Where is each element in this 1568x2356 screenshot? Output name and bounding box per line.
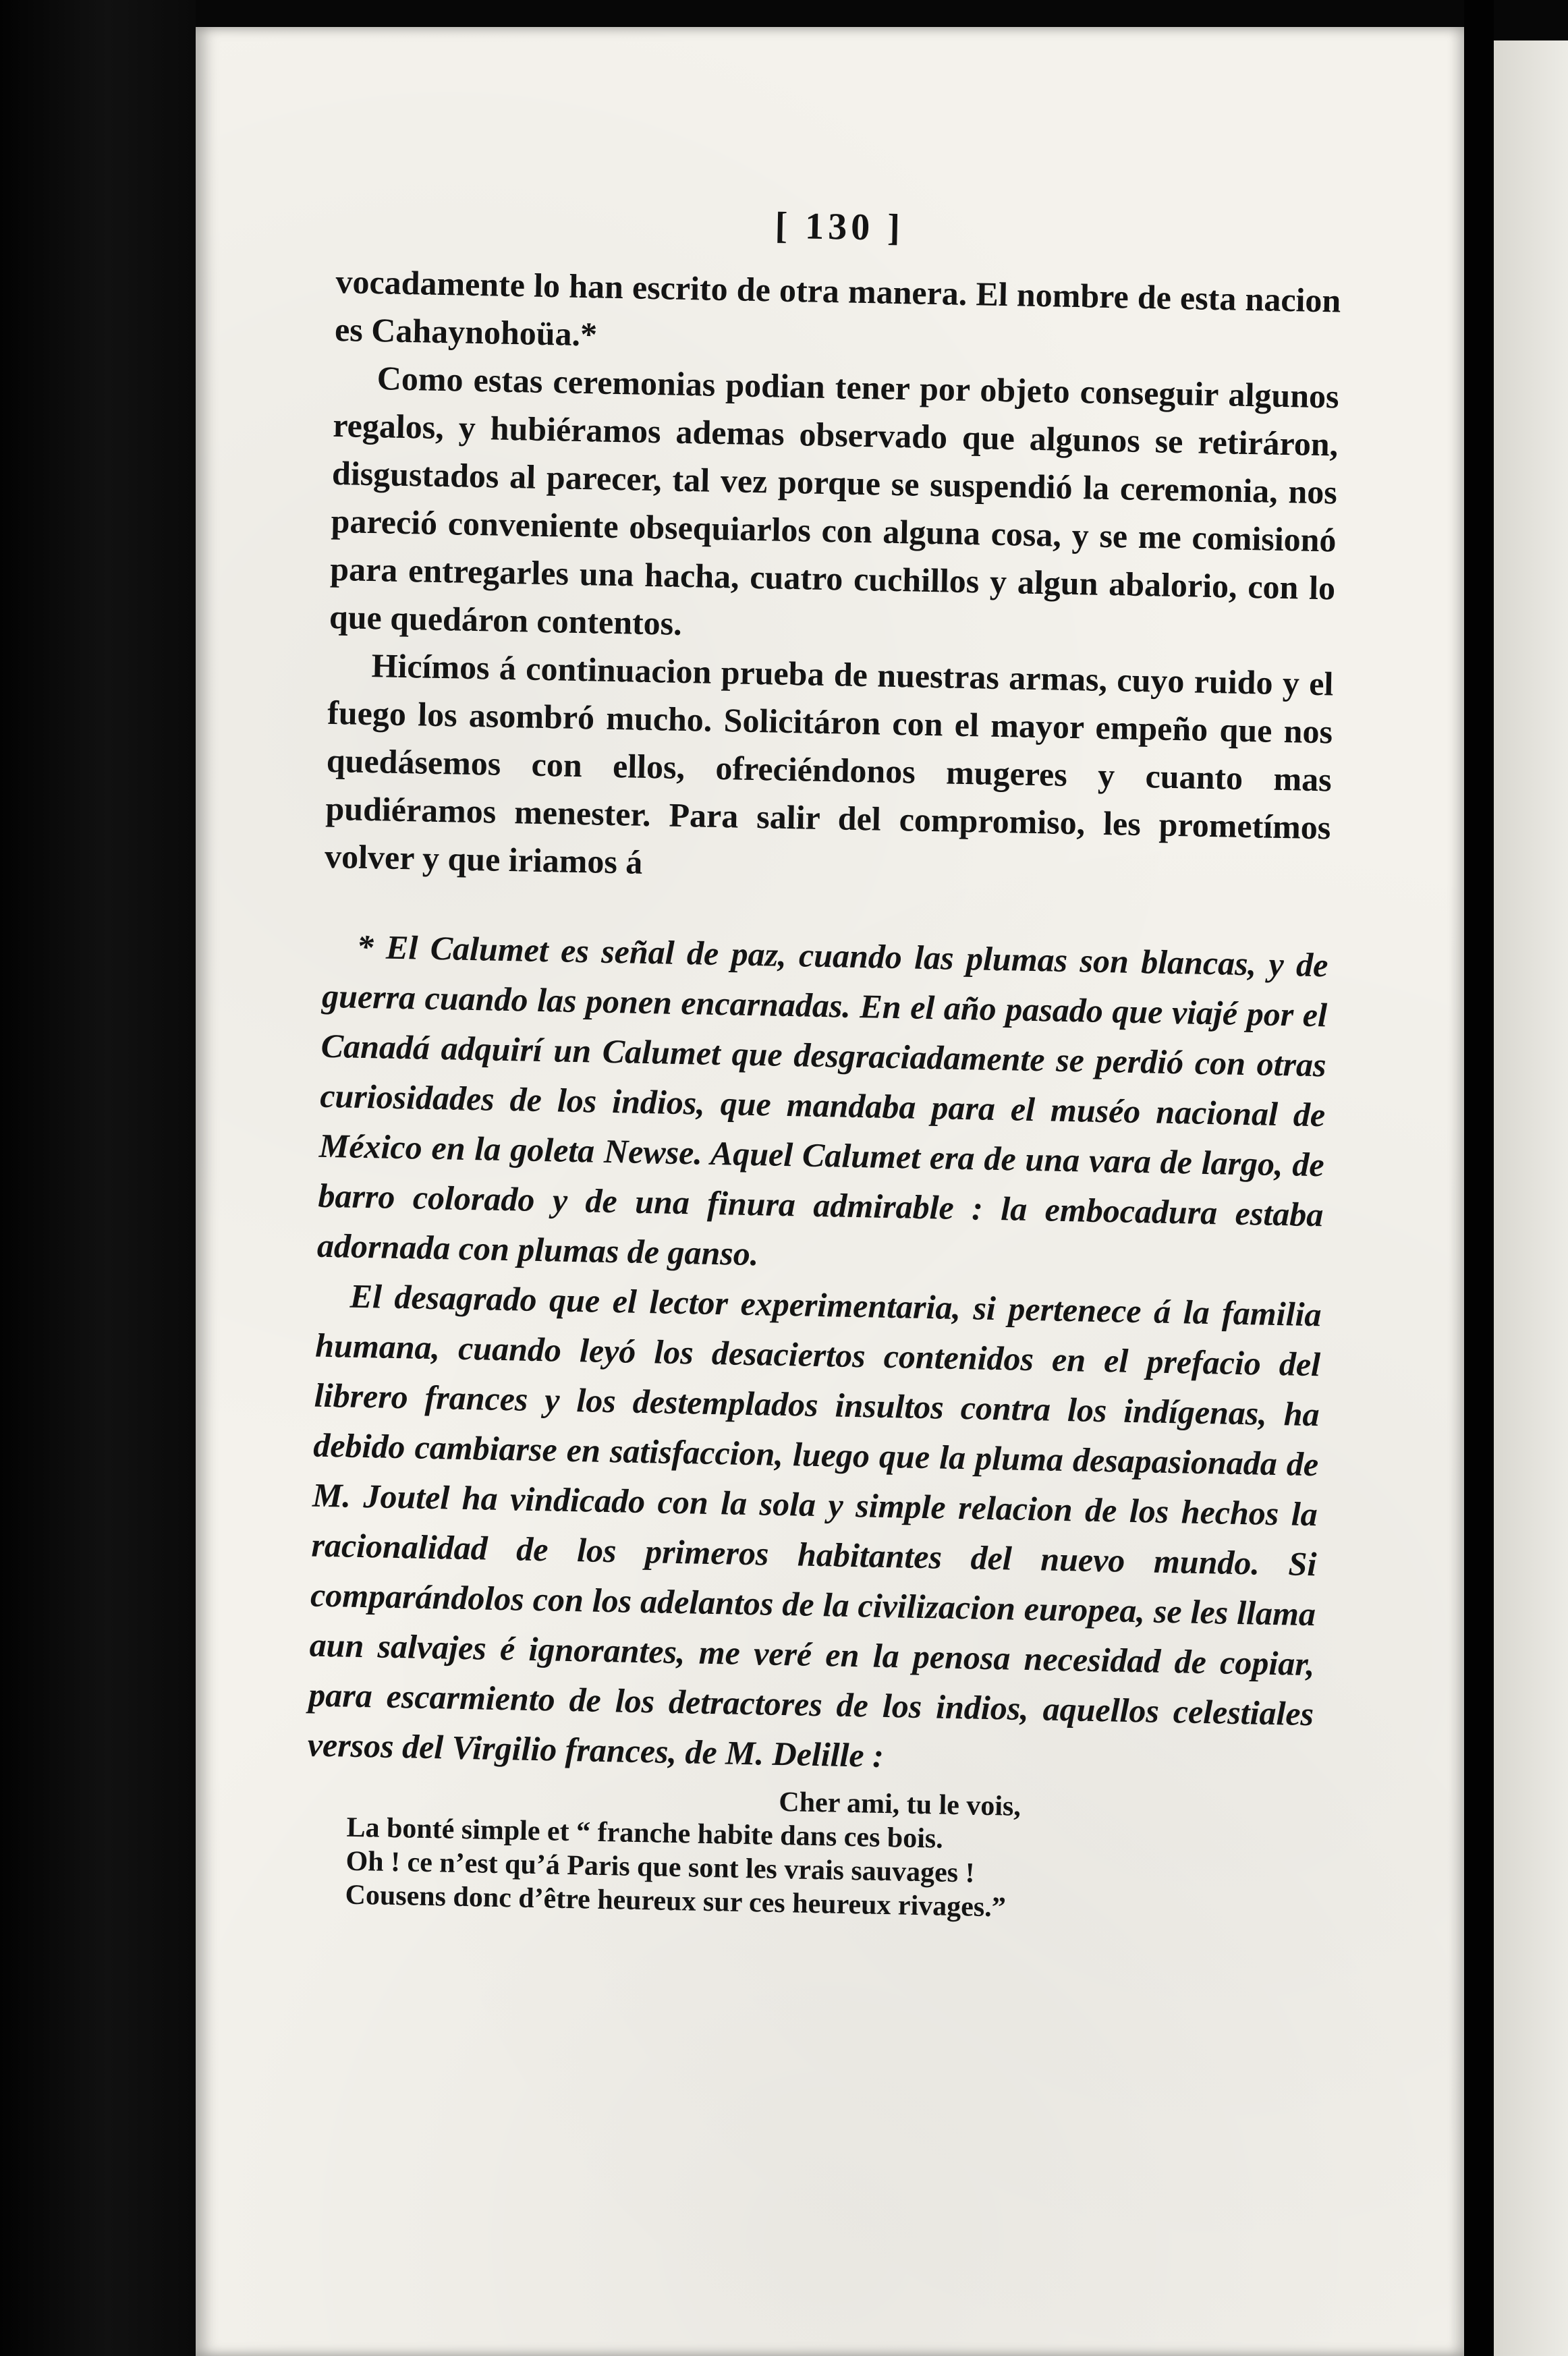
footnote-paragraph: El desagrado que el lector experimentaria, si pertenece á la familia humana, cuando leyó los desaciertos contenidos en el prefacio del librero frances y los destemplados insultos contra los indígenas, ha debido cambiarse en satisfaccion, luego que la pluma desapasionada de M. Joutel ha vindicado con la sola y simple relacion de los hechos la racionalidad de los primeros habitantes del nuevo mundo. Si comparándolos con los adelantos de la civilizacion europea, se les llama aun salvajes é ignorantes, me veré en la penosa necesidad de copiar, para escarmiento de los detractores de los indios, aquellos celestiales versos del Virgilio frances, de M. Delille : (307, 1277, 1322, 1774)
left-page-edge (0, 0, 196, 2356)
main-text (325, 258, 1341, 899)
adjacent-page-edge (1494, 40, 1568, 2356)
footnote-paragraph: * El Calumet es señal de paz, cuando las plumas son blancas, y de guerra cuando las ponen encarnadas. En el año pasado que viajé por el Canadá adquirí un Calumet que desgraciadamente se perdió con otras curiosidades de los indios, que mandaba para el muséo nacional de México en la goleta Newse. Aquel Calumet era de una vara de largo, de barro colorado y de una finura admirable : la embocadura estaba adornada con plumas de ganso. (316, 927, 1328, 1273)
verse-line: Cousens donc d’être heureux sur ces heureux rivages.” (345, 1879, 1007, 1924)
body-paragraph: Hicímos á continuacion prueba de nuestras armas, cuyo ruido y el fuego los asombró mucho. Solicitáron con el mayor empeño que nos quedásemos con ellos, ofreciéndonos mugeres y cuanto mas pudiéramos menester. Para salir del compromiso, les prometímos volver y que iriamos á (324, 646, 1334, 881)
book-page (196, 27, 1464, 2356)
page-gutter (1464, 0, 1494, 2356)
page-number-header: [ 130 ] (775, 204, 905, 250)
footnote (307, 921, 1328, 1789)
body-paragraph: vocadamente lo han escrito de otra manera. El nombre de esta nacion es Cahaynohoüa.* (334, 262, 1341, 354)
verse-line: Cher ami, tu le vois, (778, 1787, 1021, 1822)
body-paragraph: Como estas ceremonias podian tener por objeto conseguir algunos regalos, y hubiéramos ademas observado que algunos se retiráron, disgustados al parecer, tal vez porque se suspendió la ceremonia, nos pareció conveniente obsequiarlos con alguna cosa, y se me comisionó para entregarles una hacha, cuatro cuchillos y algun abalorio, con lo que quedáron contentos. (329, 359, 1340, 642)
verse-line: La bonté simple et “ franche habite dans ces bois. (346, 1812, 944, 1855)
verse-quotation (345, 1777, 1312, 1930)
page-content (304, 196, 1343, 1930)
verse-line: Oh ! ce n’est qu’á Paris que sont les vrais sauvages ! (345, 1845, 976, 1889)
